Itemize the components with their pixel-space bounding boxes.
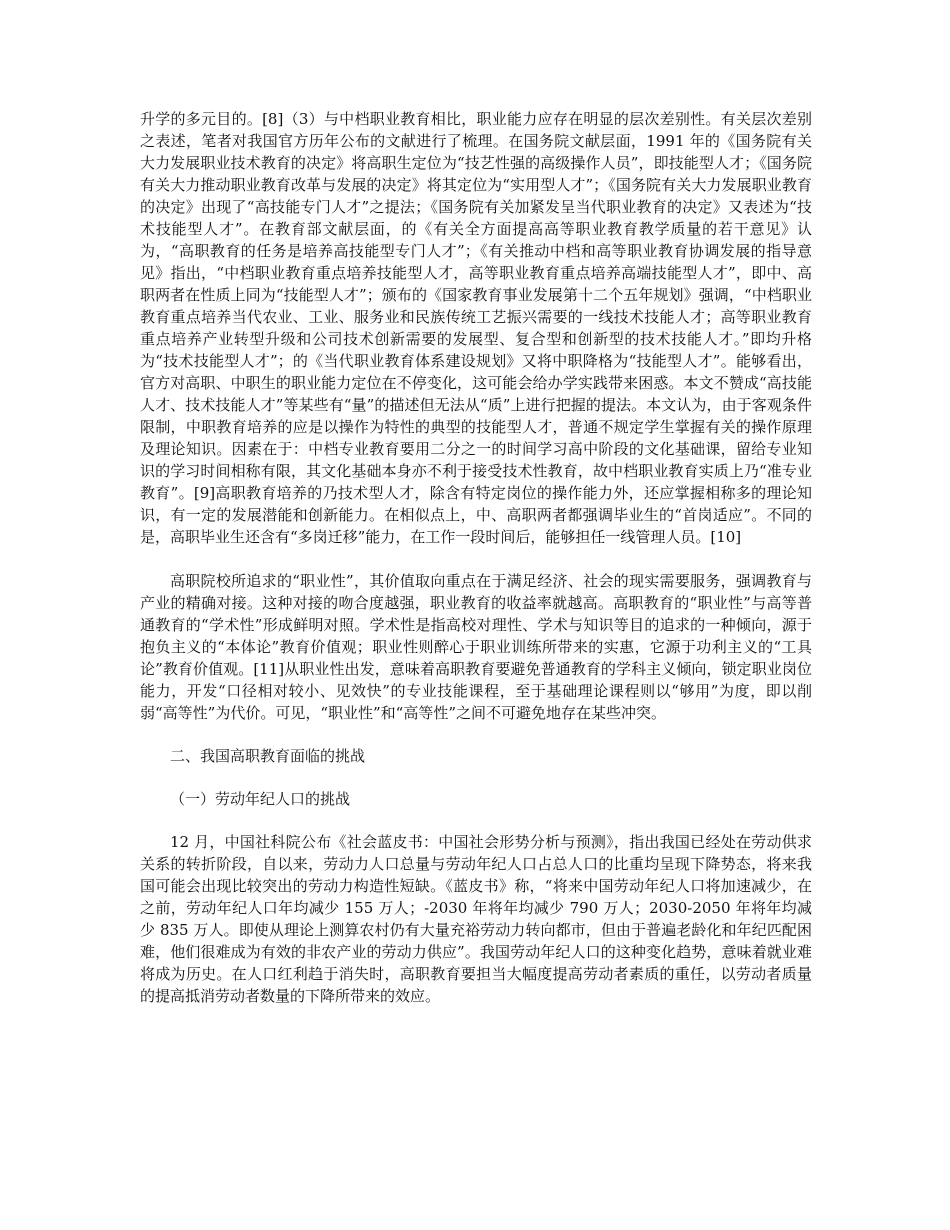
document-page <box>140 108 812 1007</box>
body-paragraph-1: 升学的多元目的。[8]（3）与中档职业教育相比，职业能力应存在明显的层次差别性。有关层次差别之表述，笔者对我国官方历年公布的文献进行了梳理。在国务院文献层面，1991 年的《国务院有关大力发展职业技术教育的决定》将高职生定位为“技艺性强的高级操作人员”，即技能型人才；《国务院有关大力推动职业教育改革与发展的决定》将其定位为“实用型人才”；《国务院有关大力发展职业教育的决定》出现了“高技能专门人才”之提法；《国务院有关加紧发呈当代职业教育的决定》又表述为“技术技能型人才”。在教育部文献层面，的《有关全方面提高高等职业教育教学质量的若干意见》认为，“高职教育的任务是培养高技能型专门人才”；《有关推动中档和高等职业教育协调发展的指导意见》指出，“中档职业教育重点培养技能型人才，高等职业教育重点培养高端技能型人才”，即中、高职两者在性质上同为“技能型人才”；颁布的《国家教育事业发展第十二个五年规划》强调，“中档职业教育重点培养当代农业、工业、服务业和民族传统工艺振兴需要的一线技术技能人才；高等职业教育重点培养产业转型升级和公司技术创新需要的发展型、复合型和创新型的技术技能人才。”即均升格为“技术技能型人才”；的《当代职业教育体系建设规划》又将中职降格为“技能型人才”。能够看出，官方对高职、中职生的职业能力定位在不停变化，这可能会给办学实践带来困惑。本文不赞成“高技能人才、技术技能人才”等某些有“量”的描述但无法从“质”上进行把握的提法。本文认为，由于客观条件限制，中职教育培养的应是以操作为特性的典型的技能型人才，普通不规定学生掌握有关的操作原理及理论知识。因素在于：中档专业教育要用二分之一的时间学习高中阶段的文化基础课，留给专业知识的学习时间相称有限，其文化基础本身亦不利于接受技术性教育，故中档职业教育实质上乃“准专业教育”。[9]高职教育培养的乃技术型人才，除含有特定岗位的操作能力外，还应掌握相称多的理论知识，有一定的发展潜能和创新能力。在相似点上，中、高职两者都强调毕业生的“首岗适应”。不同的是，高职毕业生还含有“多岗迁移”能力，在工作一段时间后，能够担任一线管理人员。[10] <box>140 110 812 546</box>
subsection-heading: （一）劳动年纪人口的挑战 <box>170 790 351 808</box>
section-heading: 二、我国高职教育面临的挑战 <box>170 747 366 765</box>
body-paragraph-3: 12 月，中国社科院公布《社会蓝皮书：中国社会形势分析与预测》，指出我国已经处在劳动供求关系的转折阶段，自以来，劳动力人口总量与劳动年纪人口占总人口的比重均呈现下降势态，将来我国可能会出现比较突出的劳动力构造性短缺。《蓝皮书》称，“将来中国劳动年纪人口将加速减少，在之前，劳动年纪人口年均减少 155 万人；-2030 年将年均减少 790 万人；2030-2050 年将年均减少 835 万人。即使从理论上测算农村仍有大量充裕劳动力转向都市，但由于普遍老龄化和年纪匹配困难，他们很难成为有效的非农产业的劳动力供应”。我国劳动年纪人口的这种变化趋势，意味着就业难将成为历史。在人口红利趋于消失时，高职教育要担当大幅度提高劳动者素质的重任，以劳动者质量的提高抵消劳动者数量的下降所带来的效应。 <box>140 833 812 1005</box>
body-paragraph-2: 高职院校所追求的“职业性”，其价值取向重点在于满足经济、社会的现实需要服务，强调教育与产业的精确对接。这种对接的吻合度越强，职业教育的收益率就越高。高职教育的“职业性”与高等普通教育的“学术性”形成鲜明对照。学术性是指高校对理性、学术与知识等目的追求的一种倾向，源于抱负主义的“本体论”教育价值观；职业性则醉心于职业训练所带来的实惠，它源于功利主义的“工具论”教育价值观。[11]从职业性出发，意味着高职教育要避免普通教育的学科主义倾向，锁定职业岗位能力，开发“口径相对较小、见效快”的专业技能课程，至于基础理论课程则以“够用”为度，即以削弱“高等性”为代价。可见，“职业性”和“高等性”之间不可避免地存在某些冲突。 <box>140 572 812 722</box>
